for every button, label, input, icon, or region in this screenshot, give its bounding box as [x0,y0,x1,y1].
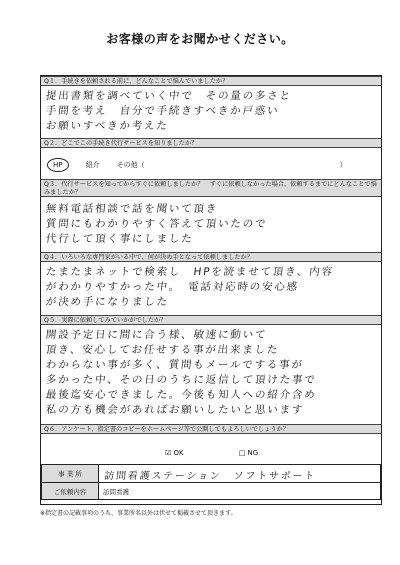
page-title: お客様の声をお聞かせください。 [106,32,294,46]
answer-2 [45,152,379,172]
answer-4-line: が決め手になりました [45,296,170,308]
answer-4 [45,265,379,310]
answer-1-line: 手間を考え 自分で手続きすべきか戸惑い [45,105,280,117]
answer-4-line: たまたまネットで検索し HPを読ませて頂き、内容 [45,266,335,278]
info-table [41,464,381,500]
answer-5-line: 多かった中、その日のうちに返信して頂けた事で [45,374,318,386]
service-value: 訪問看護 [99,483,381,500]
answer-6 [45,440,379,459]
answer-3 [45,202,379,247]
option-other-close: ） [339,161,347,169]
option-intro: 紹介 [85,161,100,169]
office-label: 事 業 所 [42,465,99,483]
answer-5 [45,328,379,418]
question-2: Q２．どこでこの手続き代行サービスを知りましたか？ [41,138,381,148]
answer-1-line: お願いすべきか考えた [45,120,170,132]
footer-note: ※指定書の記載事項のうち、事業所名以外は伏せて掲載させて頂きます。 [40,510,237,517]
question-6: Q６．アンケート、指定書のコピーをホームページ等で公開してもよろしいでしょうか？ [41,424,381,434]
answer-3-line: 代行して頂く事にしました [45,233,195,245]
option-other: その他（ [116,161,145,169]
question-4: Q４．いろいろな専門家がいる中で、何が決め手となって依頼しましたか？ [41,252,381,262]
option-hp-circled: HP [47,158,69,172]
answer-3-line: 無料電話相談で話を聞いて頂き [45,203,219,215]
office-value: 訪問看護ステーション ソフトサポート [99,465,383,483]
question-1: Q１．手続きを依頼される前に、どんなことで悩んでいましたか？ [41,76,381,86]
info-row-service [42,483,381,500]
question-3: Q３．代行サービスを知ってからすぐに依頼しましたか？ すぐに依頼しなかった場合、依頼するまでにどんなことで悩みましたか？ [41,179,381,197]
answer-5-line: 私の方も機会があればお願いしたいと思います [45,404,305,416]
answer-1 [45,89,379,134]
question-5: Q５．実際に依頼してみていかがでしたか？ [41,315,381,325]
consent-ok-checked: ☑ OK [165,449,184,457]
answer-5-line: 頂き、安心してお任せする事が出来ました [45,344,280,356]
answer-5-line: 最後迄安心できました。今後も知人への紹介含め [45,389,318,401]
answer-5-line: わからない事が多く、質問もメールでする事が [45,359,305,371]
consent-ng: □ NG [238,449,259,457]
answer-3-line: 質問にもわかりやすく答えて頂いたので [45,218,268,230]
info-row-office [42,465,381,483]
answer-1-line: 提出書類を調べていく中で その量の多さと [45,90,293,102]
answer-4-line: がわかりやすかった中。 電話対応時の安心感 [45,281,300,293]
survey-form [40,75,382,505]
service-label: ご依頼内容 [42,483,99,500]
answer-5-line: 開設予定日に間に合う様、敏速に動いて [45,329,268,341]
